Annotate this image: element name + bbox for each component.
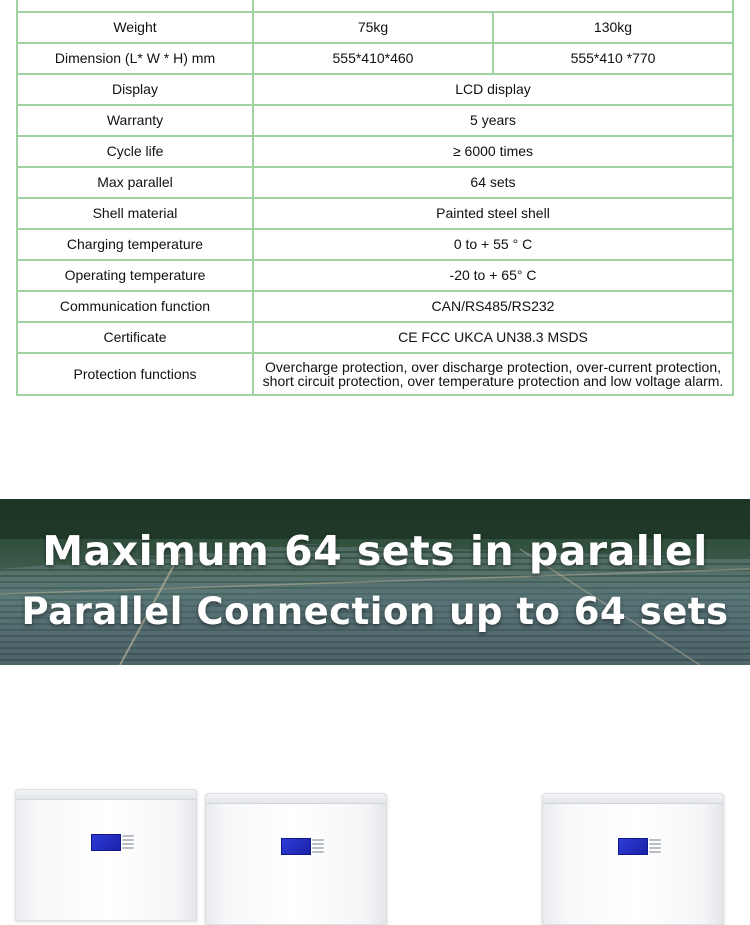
row-label: Warranty xyxy=(17,105,253,136)
protection-line-2: short circuit protection, over temperature protection and low voltage alarm. xyxy=(262,373,724,389)
spec-table xyxy=(16,0,734,396)
row-value: LCD display xyxy=(253,74,733,105)
row-value: CE FCC UKCA UN38.3 MSDS xyxy=(253,322,733,353)
row-label: Charging temperature xyxy=(17,229,253,260)
table-row xyxy=(17,105,733,136)
row-label: Weight xyxy=(17,12,253,43)
table-row xyxy=(17,229,733,260)
row-value xyxy=(253,0,733,12)
solar-farm-banner xyxy=(0,499,750,665)
row-label: Shell material xyxy=(17,198,253,229)
indicator-leds xyxy=(649,839,661,855)
row-label: Dimension (L* W * H) mm xyxy=(17,43,253,74)
row-value: 0 to + 55 ° C xyxy=(253,229,733,260)
battery-unit xyxy=(542,793,724,925)
row-value: -20 to + 65° C xyxy=(253,260,733,291)
table-row xyxy=(17,0,733,12)
row-value: 555*410*460 xyxy=(253,43,493,74)
lcd-screen xyxy=(91,834,121,851)
battery-unit xyxy=(205,793,387,925)
table-row xyxy=(17,43,733,74)
row-label xyxy=(17,0,253,12)
row-value xyxy=(253,353,733,395)
battery-lid xyxy=(206,794,386,804)
indicator-leds xyxy=(122,835,134,851)
table-row xyxy=(17,322,733,353)
battery-unit xyxy=(15,789,197,921)
battery-lid xyxy=(543,794,723,804)
table-row xyxy=(17,198,733,229)
row-value: 75kg xyxy=(253,12,493,43)
row-label: Max parallel xyxy=(17,167,253,198)
table-row xyxy=(17,353,733,395)
row-label: Display xyxy=(17,74,253,105)
row-value: ≥ 6000 times xyxy=(253,136,733,167)
row-label: Cycle life xyxy=(17,136,253,167)
table-row xyxy=(17,260,733,291)
row-value: Painted steel shell xyxy=(253,198,733,229)
protection-line-1: Overcharge protection, over discharge protection, over-current protection, xyxy=(264,359,721,375)
row-value: CAN/RS485/RS232 xyxy=(253,291,733,322)
table-row xyxy=(17,136,733,167)
row-value: 5 years xyxy=(253,105,733,136)
banner-headline: Maximum 64 sets in parallel xyxy=(42,527,708,575)
table-row xyxy=(17,12,733,43)
row-label: Operating temperature xyxy=(17,260,253,291)
table-row xyxy=(17,167,733,198)
indicator-leds xyxy=(312,839,324,855)
row-value: 130kg xyxy=(493,12,733,43)
row-value: 64 sets xyxy=(253,167,733,198)
lcd-screen xyxy=(618,838,648,855)
solar-field-graphic xyxy=(0,499,750,665)
table-row xyxy=(17,74,733,105)
row-label: Certificate xyxy=(17,322,253,353)
row-value: 555*410 *770 xyxy=(493,43,733,74)
lcd-screen xyxy=(281,838,311,855)
table-row xyxy=(17,291,733,322)
battery-lid xyxy=(16,790,196,800)
banner-subheadline: Parallel Connection up to 64 sets xyxy=(21,590,729,633)
row-label: Communication function xyxy=(17,291,253,322)
row-label: Protection functions xyxy=(17,353,253,395)
